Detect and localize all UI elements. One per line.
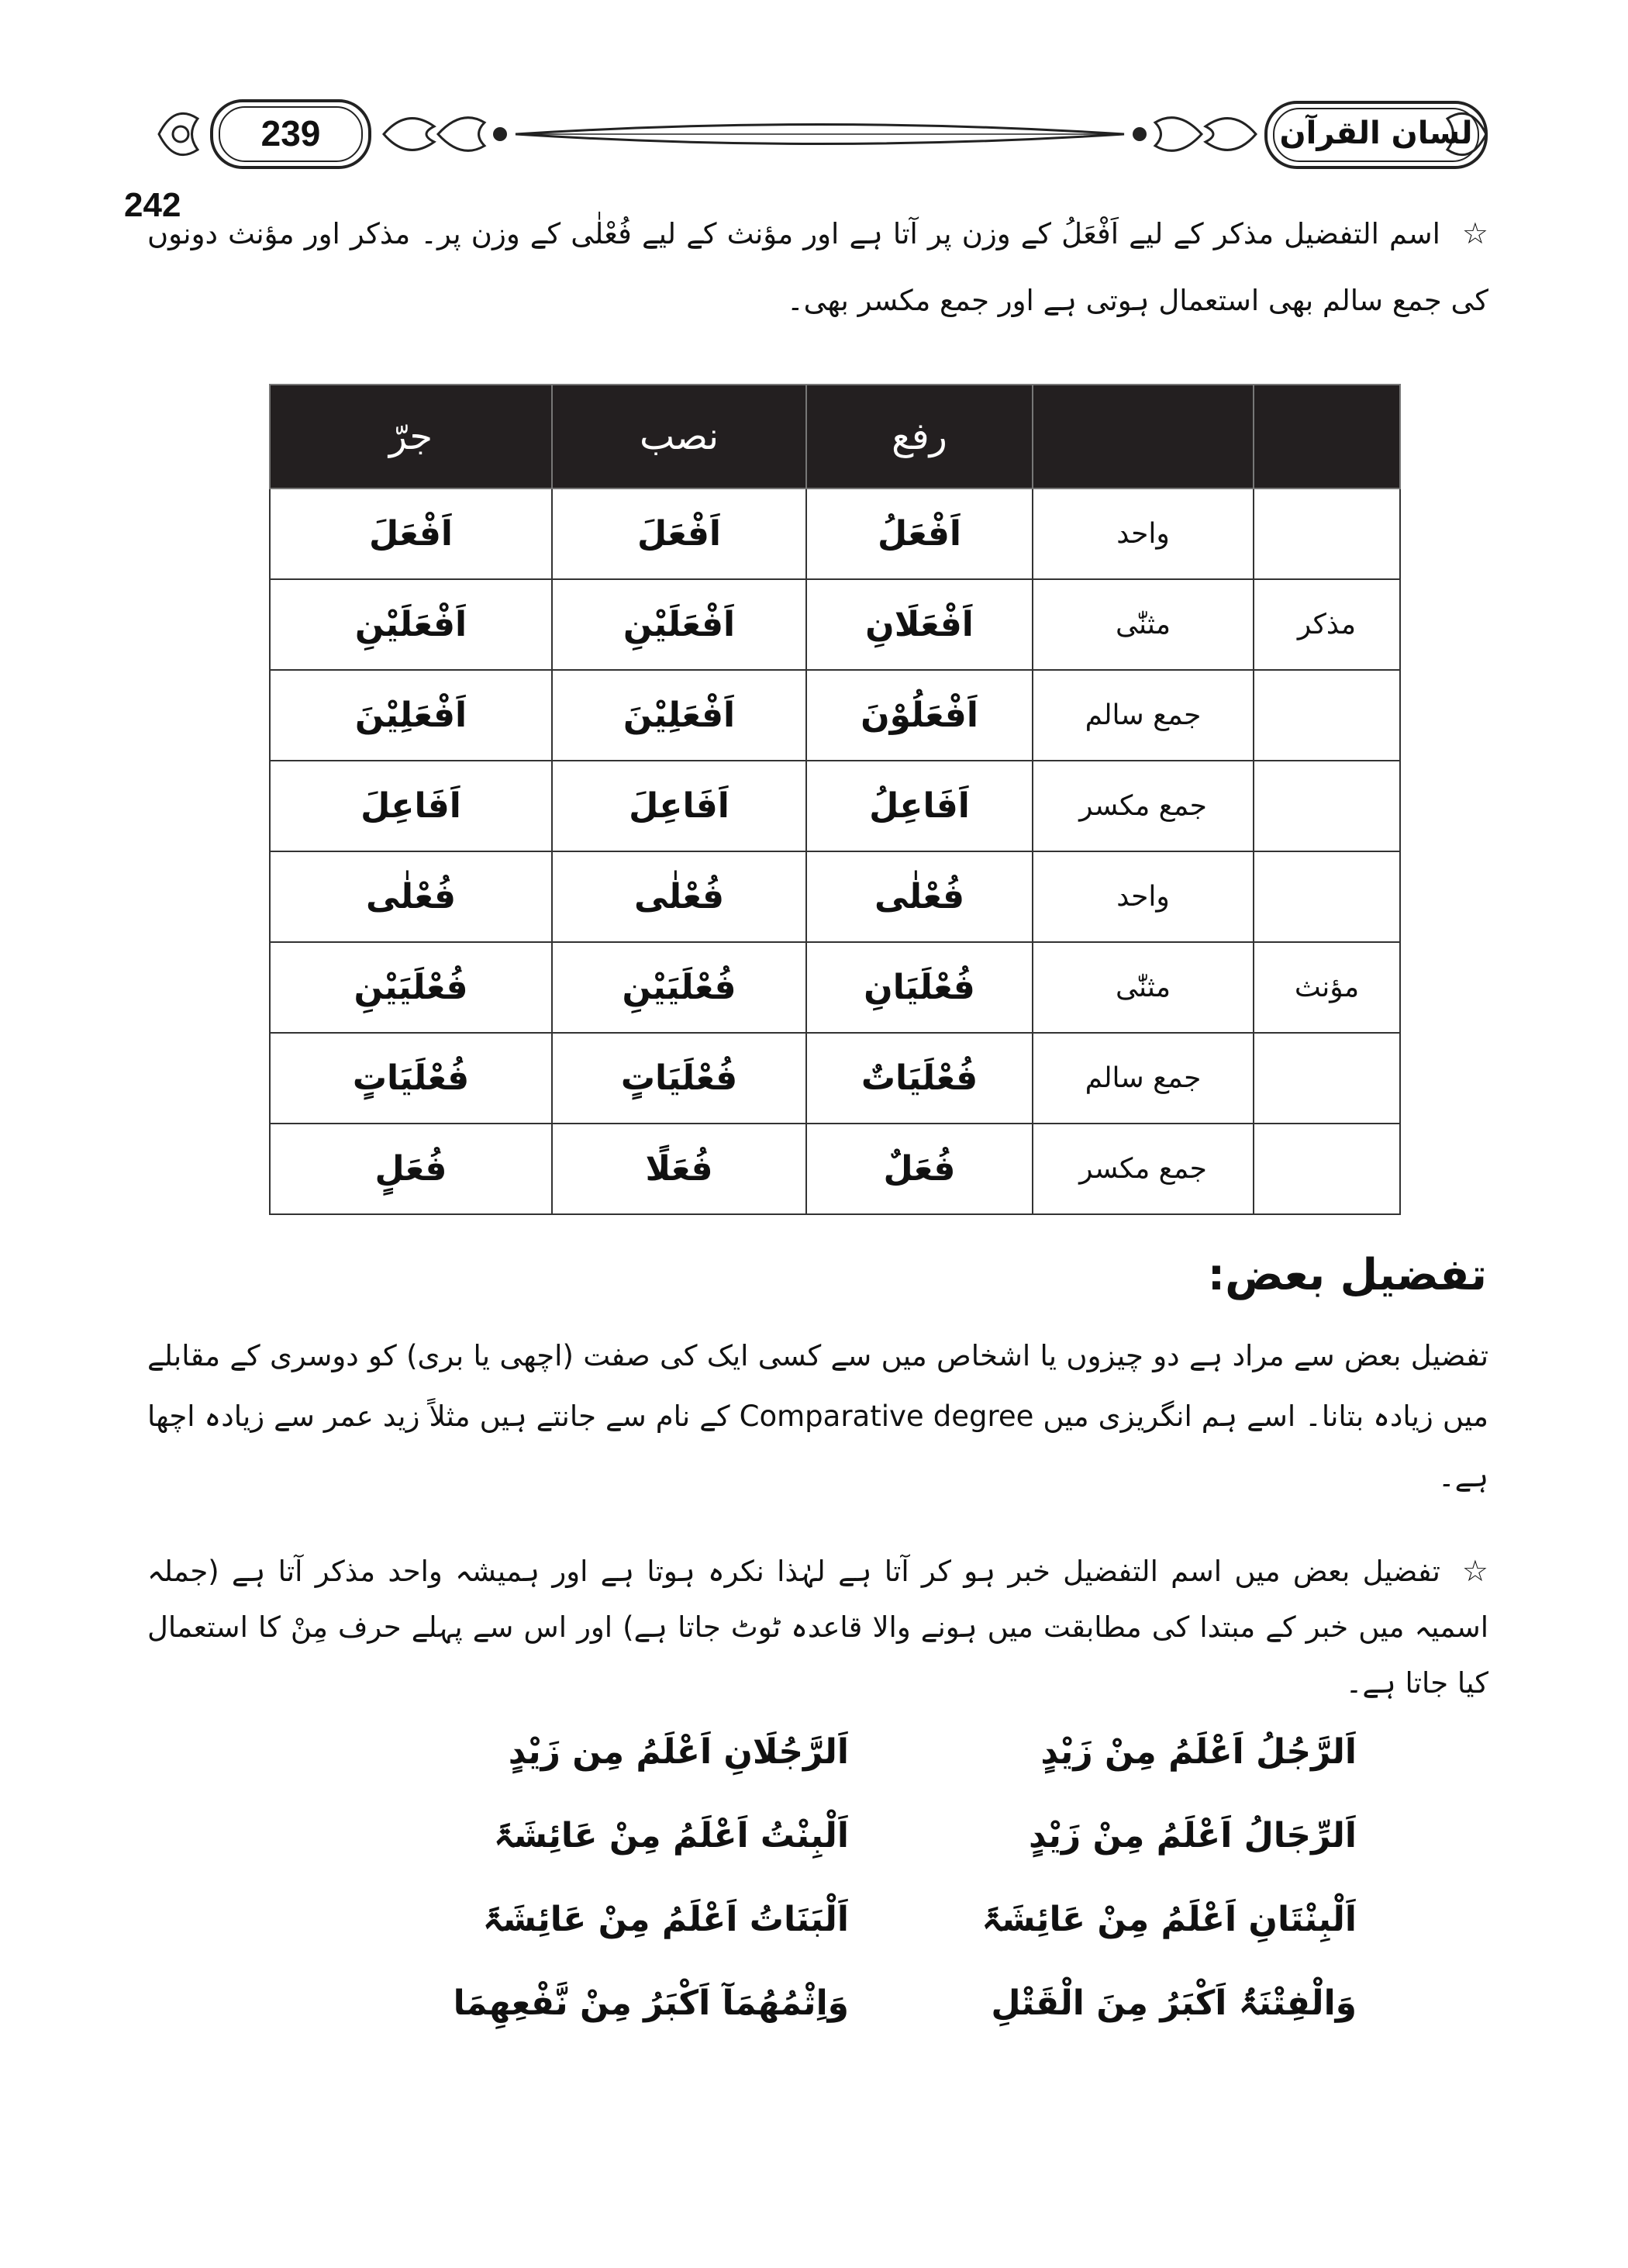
table-row <box>270 761 1400 851</box>
example-sentence: اَلْبِنْتَانِ اَعْلَمُ مِنْ عَائِشَۃَ <box>981 1900 1357 1939</box>
cell-jarr: فُعْلَیَیْنِ <box>270 942 552 1033</box>
book-title: لسان القرآن <box>1279 116 1473 151</box>
cell-number: مثنّٰی <box>1033 942 1254 1033</box>
star-icon: ☆ <box>1461 1554 1488 1588</box>
example-sentence: اَلرِّجَالُ اَعْلَمُ مِنْ زَیْدٍ <box>1028 1816 1357 1855</box>
table-row <box>270 942 1400 1033</box>
section-heading: تفضیل بعض: <box>1207 1250 1487 1300</box>
cell-number: واحد <box>1033 851 1254 942</box>
cell-number: جمع مکسر <box>1033 761 1254 851</box>
cell-gender <box>1254 851 1400 942</box>
cell-number: جمع مکسر <box>1033 1124 1254 1214</box>
example-sentence: وَاِثْمُھُمَآ اَکْبَرُ مِنْ نَّفْعِھِمَا <box>453 1983 849 2023</box>
cell-jarr: فُعْلَیَاتٍ <box>270 1033 552 1124</box>
table-row <box>270 670 1400 761</box>
header-jarr: جرّ <box>270 385 552 488</box>
cell-raf: اَفْعَلُوْنَ <box>806 670 1033 761</box>
cell-gender: مؤنث <box>1254 942 1400 1033</box>
table-header-row <box>270 385 1400 488</box>
cell-raf: فُعْلٰی <box>806 851 1033 942</box>
examples-grid <box>434 1725 1357 2031</box>
header-gender <box>1254 385 1400 488</box>
header-number <box>1033 385 1254 488</box>
cell-number: جمع سالم <box>1033 670 1254 761</box>
cell-gender <box>1254 1033 1400 1124</box>
cell-number: واحد <box>1033 488 1254 579</box>
cell-nasb: فُعْلٰی <box>552 851 806 942</box>
cell-raf: فُعْلَیَانِ <box>806 942 1033 1033</box>
cell-jarr: اَفْعَلَیْنِ <box>270 579 552 670</box>
table-row <box>270 579 1400 670</box>
example-sentence: اَلْبِنْتُ اَعْلَمُ مِنْ عَائِشَۃَ <box>493 1816 849 1855</box>
cell-gender <box>1254 670 1400 761</box>
cell-nasb: اَفْعَلِیْنَ <box>552 670 806 761</box>
cell-nasb: فُعْلَیَیْنِ <box>552 942 806 1033</box>
table-row <box>270 1033 1400 1124</box>
cell-raf: اَفْعَلُ <box>806 488 1033 579</box>
cell-raf: اَفْعَلَانِ <box>806 579 1033 670</box>
intro-paragraph <box>147 200 1488 334</box>
cell-gender: مذکر <box>1254 579 1400 670</box>
rule-text: تفضیل بعض میں اسم التفضیل خبر ہو کر آتا ہے لہٰذا نکرہ ہوتا ہے اور ہمیشہ واحد مذکر آتا ہے (جملہ اسمیہ میں خبر کے مبتدا کی مطابقت میں ہونے والا قاعدہ ٹوٹ جاتا ہے) اور اس سے پہلے حرف مِنْ کا استعمال کیا جاتا ہے۔ <box>147 1555 1488 1700</box>
cell-number: مثنّٰی <box>1033 579 1254 670</box>
cell-raf: فُعْلَیَاتٌ <box>806 1033 1033 1124</box>
cell-number: جمع سالم <box>1033 1033 1254 1124</box>
cell-jarr: اَفَاعِلَ <box>270 761 552 851</box>
table-row <box>270 851 1400 942</box>
ism-tafdeel-table <box>269 384 1401 1215</box>
cell-raf: اَفَاعِلُ <box>806 761 1033 851</box>
cell-nasb: اَفْعَلَیْنِ <box>552 579 806 670</box>
cell-nasb: فُعْلَیَاتٍ <box>552 1033 806 1124</box>
cell-gender <box>1254 761 1400 851</box>
example-sentence: وَالْفِتْنَۃُ اَکْبَرُ مِنَ الْقَتْلِ <box>991 1983 1357 2023</box>
cell-jarr: اَفْعَلِیْنَ <box>270 670 552 761</box>
table-row <box>270 1124 1400 1214</box>
cell-nasb: اَفْعَلَ <box>552 488 806 579</box>
rule-paragraph <box>147 1543 1488 1711</box>
overlap-page-number: 242 <box>124 186 181 224</box>
cell-gender <box>1254 488 1400 579</box>
example-sentence: اَلرَّجُلَانِ اَعْلَمُ مِن زَیْدٍ <box>508 1732 849 1772</box>
table-row <box>270 488 1400 579</box>
cell-jarr: اَفْعَلَ <box>270 488 552 579</box>
cell-jarr: فُعَلٍ <box>270 1124 552 1214</box>
definition-paragraph: تفضیل بعض سے مراد ہے دو چیزوں یا اشخاص میں سے کسی ایک کی صفت (اچھی یا بری) کو دوسری کے مقابلے میں زیادہ بتانا۔ اسے ہم انگریزی میں Comparative degree کے نام سے جانتے ہیں مثلاً زید عمر سے زیادہ اچھا ہے۔ <box>147 1339 1488 1493</box>
page-header <box>151 91 1488 177</box>
page-number: 239 <box>260 113 321 154</box>
cell-jarr: فُعْلٰی <box>270 851 552 942</box>
cell-gender <box>1254 1124 1400 1214</box>
example-sentence: اَلرَّجُلُ اَعْلَمُ مِنْ زَیْدٍ <box>1040 1732 1357 1772</box>
cell-nasb: اَفَاعِلَ <box>552 761 806 851</box>
header-nasb: نصب <box>552 385 806 488</box>
cell-raf: فُعَلٌ <box>806 1124 1033 1214</box>
intro-text: اسم التفضیل مذکر کے لیے اَفْعَلُ کے وزن پر آتا ہے اور مؤنث کے لیے فُعْلٰی کے وزن پر۔ مذکر اور مؤنث دونوں کی جمع سالم بھی استعمال ہوتی ہے اور جمع مکسر بھی۔ <box>147 217 1488 317</box>
cell-nasb: فُعَلًا <box>552 1124 806 1214</box>
header-raf: رفع <box>806 385 1033 488</box>
example-sentence: اَلْبَنَاتُ اَعْلَمُ مِنْ عَائِشَۃَ <box>482 1900 849 1939</box>
star-icon: ☆ <box>1461 216 1488 250</box>
